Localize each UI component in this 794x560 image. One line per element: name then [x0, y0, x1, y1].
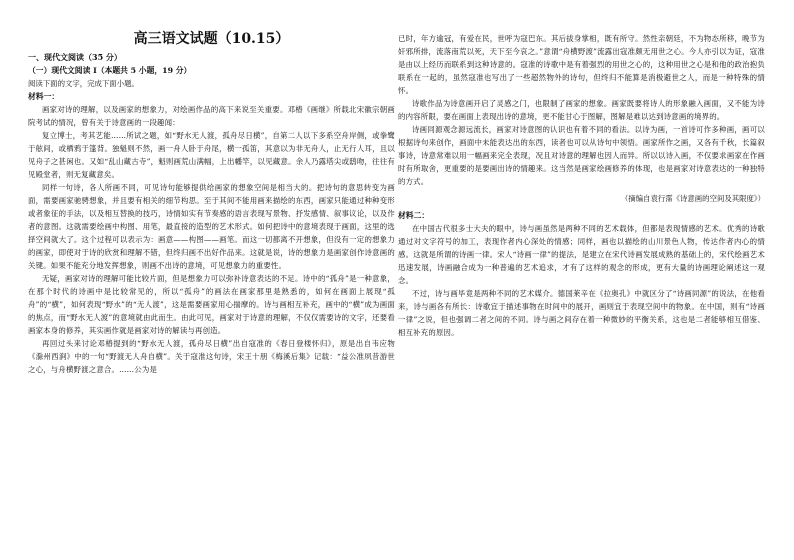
left-paragraph: 画家对诗的理解，以及画家的想象力，对绘画作品的高下来说至关重要。邓椿《画继》所载北宋徽宗朝画院考试的情况，曾有关于诗意画的一段趣闻：: [28, 105, 395, 127]
left-paragraph: 再回过头来讨论邓椿提到的“野水无人渡，孤舟尽日横”出自寇准的《春日登楼怀归》，原是出自韦应物《滁州西涧》中的一句“野渡无人舟自横”。关于寇准这句诗，宋王十朋《梅溪后集》记载：“益公准夙昔游世之心，与舟横野渡之意合。……公为是: [28, 339, 395, 374]
left-paragraph: 复立博士，考其艺能……所试之题，如“野水无人渡，孤舟尽日横”，自第二人以下多系空舟岸侧，或拳鹭于舷间，或栖鸦于篷背。独魁则不然，画一舟人卧于舟尾，横一孤笛，其意以为非无舟人，止无行人耳，且以见舟子之甚闲也。又如“乱山藏古寺”，魁则画荒山满幅，上出幡竿，以见藏意。余人乃露塔尖或鸱吻，往往有见殿堂者，则无复藏意矣。: [28, 131, 395, 179]
right-paragraph: 不过，诗与画毕竟是两种不同的艺术媒介。德国莱辛在《拉奥孔》中就区分了“诗画同源”的说法，在他看来，诗与画各有所长：诗歌宜于描述事物在时间中的展开，画则宜于表现空间中的物象。在中国，则有“诗画一律”之说，但也强调二者之间的不同。诗与画之间存在着一种微妙的平衡关系，这也是二者能够相互借鉴、相互补充的原因。: [398, 289, 765, 337]
right-column: [398, 32, 765, 339]
right-paragraph: 已时，年方逾冠，有爱在民，世呼为寇巴东。其后拔身掌相，既有所守。然性亲朝廷，不为物态所移，晚节为奸邪所排，流落南荒以死，天下至今哀之。”意谓“舟横野渡”流露出寇准颇无用世之心。今人亦引以为证，寇准是由以上经历而联系到这种诗意的。寇准的诗歌中是有着强烈的用世之心的，这种用世之心是和他的政治抱负联系在一起的，虽然寇准也写出了一些超然物外的诗句，但终归不能算是消极避世之人，而是一种特殊的情怀。: [398, 34, 765, 95]
section-heading: 一、现代文阅读（35 分）: [28, 52, 122, 62]
instruction-text: 阅读下面的文字，完成下面小题。: [28, 79, 139, 88]
source-citation: （摘编自袁行霈《诗意画的空间及其限度》）: [620, 194, 765, 203]
material-one-label: 材料一：: [28, 92, 60, 101]
right-paragraph: 诗画同源观念源远流长，画家对诗意图的认识也有着不同的看法。以诗为画，一首诗可作多种画，画可以根据诗句来创作，画面中未能表达出的东西，读者也可以从诗句中领悟。画家所作之画，又各有千秋，长篇叙事诗，诗意常难以用一幅画来完全表现，况且对诗意的理解也因人而异。所以以诗入画，不仅要求画家在作画时有所取舍，更重要的是要画出诗的情趣来。这当然是画家绘画修养的体现，也是画家对诗意表达的一种独特的方式。: [398, 125, 765, 186]
material-two-label: 材料二：: [398, 211, 430, 220]
page-title: 高三语文试题（10.15）: [133, 31, 290, 47]
left-column: [28, 30, 395, 376]
right-paragraph: 诗歌作品为诗意画开启了灵感之门，也限制了画家的想象。画家既要将诗人的形象融入画面，又不能为诗的内容所限，要在画面上表现出诗的意境，更不能甘心于图解，图解是难以达到诗意画的境界的。: [398, 99, 765, 121]
subsection-heading: （一）现代文阅读 I（本题共 5 小题，19 分）: [28, 66, 192, 75]
left-paragraph: 同样一句诗，各人所画不同，可见诗句能够提供给画家的想象空间是相当大的。把诗句的意思转变为画面，需要画家驰骋想象，并且要有相关的细节构思。至于其间不能用画来描绘的东西，画家只能通过种种变形或者象征的手法，以及相互替换的技巧，诗情如实有节奏感的语言表现写景物、抒发感情、叙事议论，以及作者的意图。这就需要绘画中构图、用笔，最直接的造型的艺术形式。如何把诗中的意境表现于画面，这里的选择空间就大了。这个过程可以表示为：画意——构图——画笔。而这一切都离不开想象，但没有一定的想象力的画家，即使对于诗的欣赏和理解不错，但终归画不出好作品来。这就是说，诗的想象力是画家创作诗意画的关键。如果不能充分地发挥想象，则画不出诗的意境，可见想象力的重要性。: [28, 183, 395, 270]
right-paragraph: 在中国古代很多士大夫的眼中，诗与画虽然是两种不同的艺术载体，但都是表现情感的艺术。优秀的诗歌通过对文字符号的加工，表现作者内心深处的情感；同样，画也以描绘的山川景色人物，传达作者内心的情感。这就是所谓的诗画一律。宋人“诗画一律”的提法，是建立在宋代诗画发展成熟的基础上的，宋代绘画艺术迅速发展，诗画融合成为一种普遍的艺术追求，才有了这样的观念的形成，更有大量的诗画理论阐述这一观念。: [398, 224, 765, 285]
left-paragraph: 无疑，画家对诗的理解可能比较片面，但是想象力可以弥补诗意表达的不足。诗中的“孤舟”是一种意象，在那个时代的诗画中是比较常见的，所以“孤舟”的画法在画家那里是熟悉的，如何在画面上展现“孤舟”的“横”，如何表现“野水”的“无人渡”，这是需要画家用心揣摩的。诗与画相互补充，画中的“横”成为画面的焦点，而“野水无人渡”的意境就由此而生。由此可见，画家对于诗意的理解，不仅仅需要诗的文字，还要看画家本身的修养，其实画作就是画家对诗的解读与再创造。: [28, 274, 395, 335]
